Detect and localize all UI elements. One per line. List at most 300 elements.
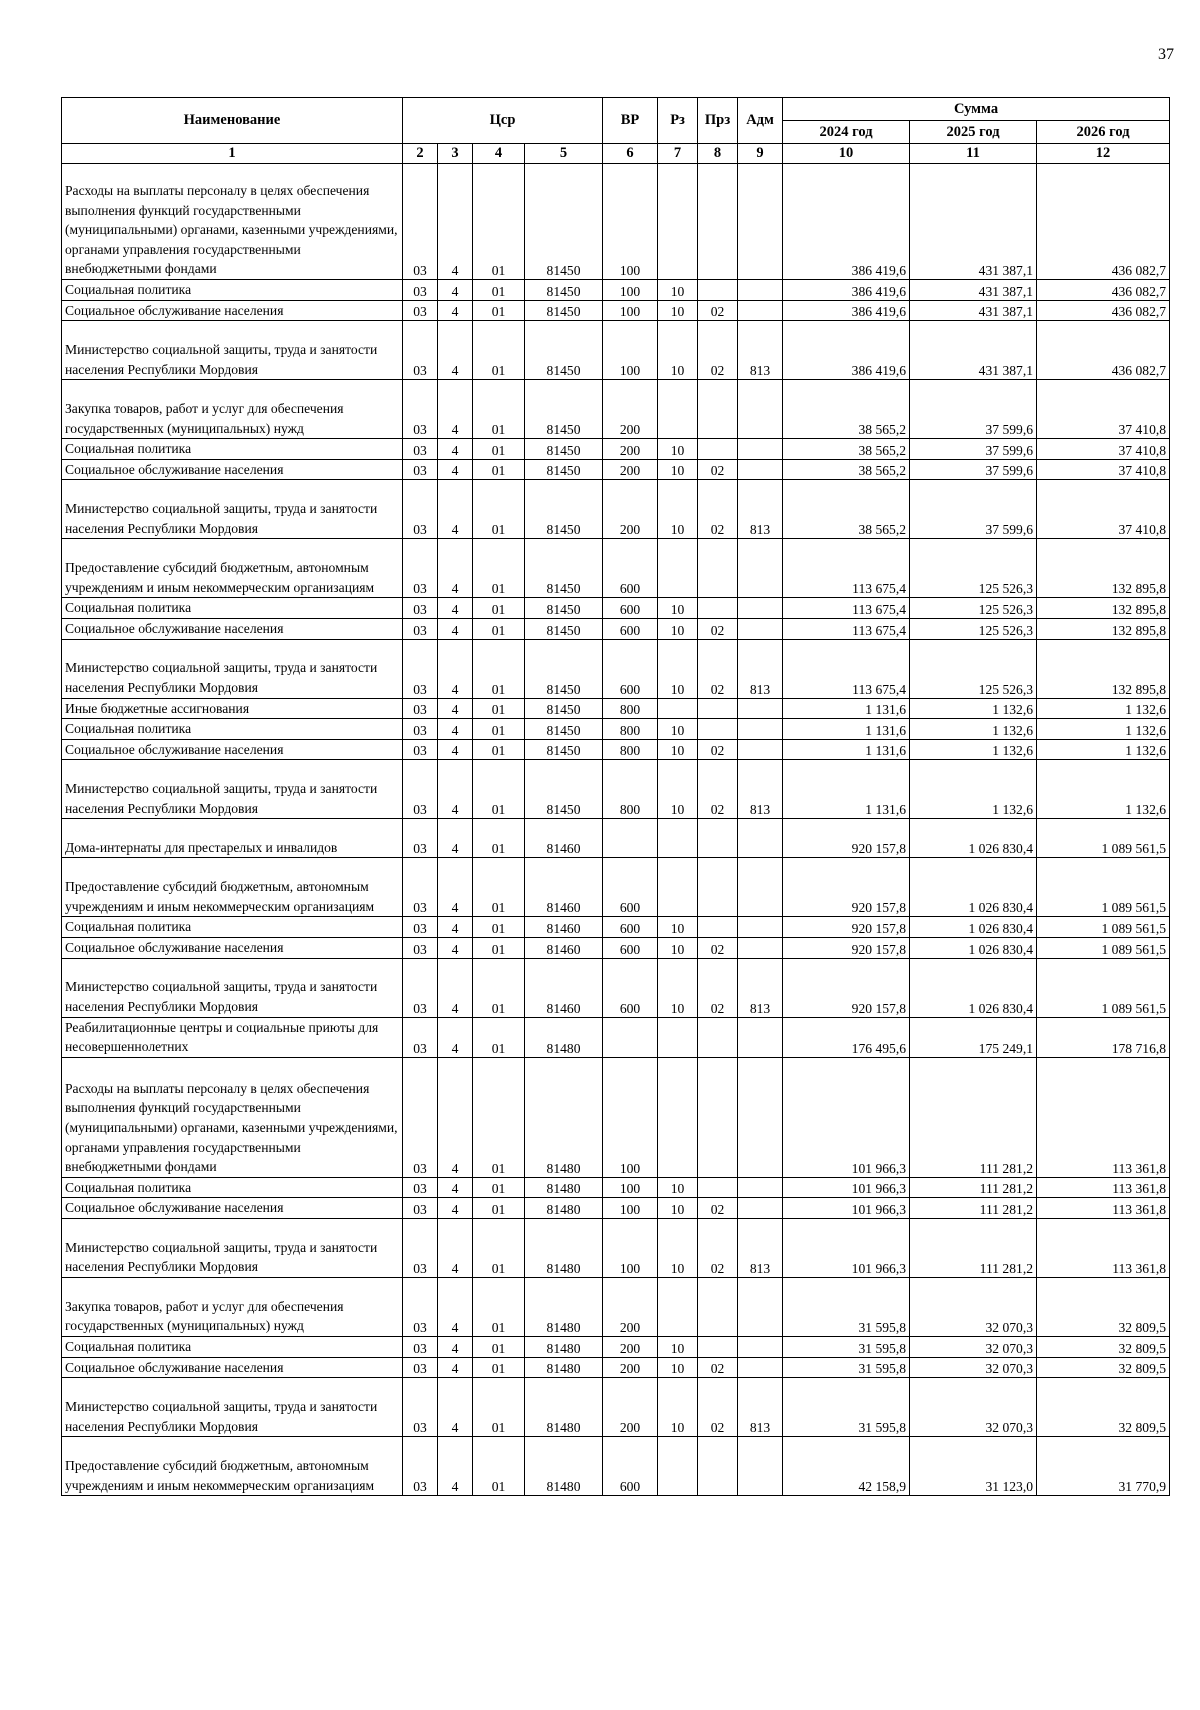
code-vr: 600 xyxy=(603,958,658,1017)
code-4: 01 xyxy=(473,1277,525,1336)
code-3: 4 xyxy=(438,1057,473,1177)
code-rz xyxy=(658,539,698,598)
code-2: 03 xyxy=(403,858,438,917)
table-row xyxy=(62,719,1170,740)
code-rz xyxy=(658,1017,698,1057)
code-2: 03 xyxy=(403,380,438,439)
page-number: 37 xyxy=(1158,46,1174,63)
code-vr: 200 xyxy=(603,380,658,439)
table-row xyxy=(62,1057,1170,1177)
code-rz: 10 xyxy=(658,760,698,819)
table-row xyxy=(62,480,1170,539)
code-2: 03 xyxy=(403,760,438,819)
sum-2026: 436 082,7 xyxy=(1037,280,1170,301)
code-5: 81450 xyxy=(525,760,603,819)
sum-2026: 113 361,8 xyxy=(1037,1198,1170,1219)
code-adm xyxy=(738,1057,783,1177)
code-2: 03 xyxy=(403,917,438,938)
code-5: 81460 xyxy=(525,937,603,958)
table-row xyxy=(62,539,1170,598)
sum-2026: 178 716,8 xyxy=(1037,1017,1170,1057)
code-vr: 100 xyxy=(603,164,658,280)
table-row xyxy=(62,937,1170,958)
sum-2024: 101 966,3 xyxy=(783,1218,910,1277)
code-4: 01 xyxy=(473,1218,525,1277)
sum-2025: 125 526,3 xyxy=(910,598,1037,619)
code-vr: 100 xyxy=(603,1057,658,1177)
sum-2024: 1 131,6 xyxy=(783,739,910,760)
code-3: 4 xyxy=(438,719,473,740)
header-prz: Прз xyxy=(698,98,738,144)
code-4: 01 xyxy=(473,1198,525,1219)
sum-2024: 920 157,8 xyxy=(783,858,910,917)
code-2: 03 xyxy=(403,1336,438,1357)
table-row xyxy=(62,380,1170,439)
code-prz xyxy=(698,858,738,917)
code-3: 4 xyxy=(438,321,473,380)
code-4: 01 xyxy=(473,539,525,598)
row-name: Расходы на выплаты персоналу в целях обеспечения выполнения функций государственными (муниципальными) органами, казенными учреждениями, органами управления государственными внебюджетными фондами xyxy=(62,1057,403,1177)
sum-2026: 32 809,5 xyxy=(1037,1357,1170,1378)
sum-2026: 132 895,8 xyxy=(1037,539,1170,598)
code-5: 81450 xyxy=(525,321,603,380)
code-4: 01 xyxy=(473,280,525,301)
code-adm xyxy=(738,739,783,760)
row-name: Социальное обслуживание населения xyxy=(62,739,403,760)
code-prz: 02 xyxy=(698,1378,738,1437)
code-rz: 10 xyxy=(658,1198,698,1219)
sum-2024: 386 419,6 xyxy=(783,300,910,321)
code-3: 4 xyxy=(438,300,473,321)
code-3: 4 xyxy=(438,1177,473,1198)
code-2: 03 xyxy=(403,1198,438,1219)
table-row xyxy=(62,1177,1170,1198)
code-prz xyxy=(698,280,738,301)
code-vr: 800 xyxy=(603,698,658,719)
code-vr: 200 xyxy=(603,1378,658,1437)
row-name: Закупка товаров, работ и услуг для обеспечения государственных (муниципальных) нужд xyxy=(62,1277,403,1336)
sum-2026: 37 410,8 xyxy=(1037,480,1170,539)
sum-2025: 1 026 830,4 xyxy=(910,917,1037,938)
sum-2024: 101 966,3 xyxy=(783,1057,910,1177)
code-rz: 10 xyxy=(658,1177,698,1198)
row-name: Министерство социальной защиты, труда и занятости населения Республики Мордовия xyxy=(62,321,403,380)
code-prz xyxy=(698,539,738,598)
code-3: 4 xyxy=(438,1017,473,1057)
code-5: 81480 xyxy=(525,1218,603,1277)
code-3: 4 xyxy=(438,459,473,480)
code-5: 81450 xyxy=(525,539,603,598)
sum-2025: 1 026 830,4 xyxy=(910,819,1037,858)
code-prz xyxy=(698,1177,738,1198)
sum-2024: 920 157,8 xyxy=(783,917,910,938)
code-prz: 02 xyxy=(698,1198,738,1219)
code-4: 01 xyxy=(473,321,525,380)
code-2: 03 xyxy=(403,1177,438,1198)
header-year: 2025 год xyxy=(910,121,1037,144)
code-rz xyxy=(658,1277,698,1336)
sum-2026: 37 410,8 xyxy=(1037,439,1170,460)
code-2: 03 xyxy=(403,539,438,598)
code-prz xyxy=(698,439,738,460)
code-rz: 10 xyxy=(658,958,698,1017)
sum-2024: 113 675,4 xyxy=(783,598,910,619)
code-3: 4 xyxy=(438,937,473,958)
code-4: 01 xyxy=(473,1057,525,1177)
code-rz: 10 xyxy=(658,300,698,321)
code-rz: 10 xyxy=(658,618,698,639)
table-row xyxy=(62,439,1170,460)
row-name: Социальная политика xyxy=(62,280,403,301)
code-5: 81480 xyxy=(525,1378,603,1437)
code-vr: 600 xyxy=(603,1437,658,1496)
table-row xyxy=(62,639,1170,698)
code-5: 81450 xyxy=(525,639,603,698)
sum-2025: 1 132,6 xyxy=(910,698,1037,719)
code-prz xyxy=(698,698,738,719)
code-2: 03 xyxy=(403,321,438,380)
sum-2026: 132 895,8 xyxy=(1037,598,1170,619)
sum-2026: 1 089 561,5 xyxy=(1037,917,1170,938)
code-adm xyxy=(738,1177,783,1198)
code-5: 81450 xyxy=(525,698,603,719)
code-2: 03 xyxy=(403,1277,438,1336)
code-adm xyxy=(738,459,783,480)
sum-2024: 1 131,6 xyxy=(783,698,910,719)
code-prz xyxy=(698,917,738,938)
code-4: 01 xyxy=(473,598,525,619)
code-rz: 10 xyxy=(658,917,698,938)
code-4: 01 xyxy=(473,917,525,938)
sum-2024: 386 419,6 xyxy=(783,280,910,301)
code-prz xyxy=(698,1336,738,1357)
code-adm xyxy=(738,937,783,958)
code-adm xyxy=(738,380,783,439)
table-body xyxy=(62,164,1170,1496)
row-name: Социальная политика xyxy=(62,598,403,619)
table-row xyxy=(62,1437,1170,1496)
column-number: 8 xyxy=(698,144,738,164)
code-rz: 10 xyxy=(658,280,698,301)
row-name: Социальное обслуживание населения xyxy=(62,459,403,480)
code-rz: 10 xyxy=(658,719,698,740)
code-rz: 10 xyxy=(658,1336,698,1357)
code-4: 01 xyxy=(473,698,525,719)
code-adm xyxy=(738,858,783,917)
sum-2026: 1 089 561,5 xyxy=(1037,858,1170,917)
code-rz xyxy=(658,380,698,439)
table-row xyxy=(62,598,1170,619)
code-4: 01 xyxy=(473,858,525,917)
code-rz: 10 xyxy=(658,480,698,539)
code-2: 03 xyxy=(403,300,438,321)
column-number: 2 xyxy=(403,144,438,164)
row-name: Министерство социальной защиты, труда и занятости населения Республики Мордовия xyxy=(62,639,403,698)
sum-2025: 125 526,3 xyxy=(910,618,1037,639)
sum-2024: 31 595,8 xyxy=(783,1378,910,1437)
sum-2026: 113 361,8 xyxy=(1037,1177,1170,1198)
column-number: 1 xyxy=(62,144,403,164)
sum-2024: 386 419,6 xyxy=(783,321,910,380)
code-vr: 100 xyxy=(603,1198,658,1219)
table-row xyxy=(62,858,1170,917)
code-5: 81450 xyxy=(525,480,603,539)
code-prz: 02 xyxy=(698,760,738,819)
code-5: 81450 xyxy=(525,739,603,760)
header-sum: Сумма xyxy=(783,98,1170,121)
code-vr: 600 xyxy=(603,618,658,639)
table-row xyxy=(62,739,1170,760)
header-vr: ВР xyxy=(603,98,658,144)
budget-table xyxy=(61,97,1170,1496)
sum-2024: 113 675,4 xyxy=(783,639,910,698)
column-number: 4 xyxy=(473,144,525,164)
sum-2026: 1 132,6 xyxy=(1037,698,1170,719)
row-name: Закупка товаров, работ и услуг для обеспечения государственных (муниципальных) нужд xyxy=(62,380,403,439)
code-4: 01 xyxy=(473,1177,525,1198)
code-vr: 100 xyxy=(603,321,658,380)
row-name: Иные бюджетные ассигнования xyxy=(62,698,403,719)
table-row xyxy=(62,164,1170,280)
column-number: 10 xyxy=(783,144,910,164)
code-3: 4 xyxy=(438,439,473,460)
code-4: 01 xyxy=(473,459,525,480)
code-prz: 02 xyxy=(698,459,738,480)
code-2: 03 xyxy=(403,164,438,280)
code-2: 03 xyxy=(403,719,438,740)
code-5: 81450 xyxy=(525,598,603,619)
code-2: 03 xyxy=(403,598,438,619)
code-3: 4 xyxy=(438,698,473,719)
code-2: 03 xyxy=(403,698,438,719)
code-4: 01 xyxy=(473,937,525,958)
code-2: 03 xyxy=(403,1378,438,1437)
sum-2025: 1 132,6 xyxy=(910,739,1037,760)
code-vr: 200 xyxy=(603,1277,658,1336)
sum-2025: 1 026 830,4 xyxy=(910,937,1037,958)
sum-2026: 132 895,8 xyxy=(1037,618,1170,639)
code-5: 81460 xyxy=(525,858,603,917)
code-vr: 100 xyxy=(603,1177,658,1198)
code-5: 81480 xyxy=(525,1336,603,1357)
code-3: 4 xyxy=(438,539,473,598)
code-prz: 02 xyxy=(698,321,738,380)
sum-2026: 1 089 561,5 xyxy=(1037,958,1170,1017)
sum-2024: 42 158,9 xyxy=(783,1437,910,1496)
code-adm xyxy=(738,300,783,321)
table-row xyxy=(62,459,1170,480)
code-3: 4 xyxy=(438,1378,473,1437)
code-2: 03 xyxy=(403,1017,438,1057)
row-name: Расходы на выплаты персоналу в целях обеспечения выполнения функций государственными (муниципальными) органами, казенными учреждениями, органами управления государственными внебюджетными фондами xyxy=(62,164,403,280)
code-4: 01 xyxy=(473,164,525,280)
code-5: 81480 xyxy=(525,1057,603,1177)
code-5: 81450 xyxy=(525,164,603,280)
code-vr: 800 xyxy=(603,719,658,740)
code-adm: 813 xyxy=(738,1378,783,1437)
code-3: 4 xyxy=(438,618,473,639)
sum-2025: 32 070,3 xyxy=(910,1357,1037,1378)
code-3: 4 xyxy=(438,1277,473,1336)
sum-2026: 1 089 561,5 xyxy=(1037,937,1170,958)
code-rz: 10 xyxy=(658,321,698,380)
table-row xyxy=(62,321,1170,380)
sum-2025: 125 526,3 xyxy=(910,539,1037,598)
code-adm xyxy=(738,719,783,740)
code-prz xyxy=(698,1057,738,1177)
sum-2024: 38 565,2 xyxy=(783,480,910,539)
code-5: 81450 xyxy=(525,618,603,639)
sum-2026: 132 895,8 xyxy=(1037,639,1170,698)
code-3: 4 xyxy=(438,380,473,439)
code-vr: 100 xyxy=(603,280,658,301)
code-adm xyxy=(738,164,783,280)
code-prz xyxy=(698,1277,738,1336)
code-4: 01 xyxy=(473,618,525,639)
code-2: 03 xyxy=(403,1357,438,1378)
row-name: Социальная политика xyxy=(62,439,403,460)
code-rz: 10 xyxy=(658,439,698,460)
code-3: 4 xyxy=(438,1218,473,1277)
code-adm xyxy=(738,439,783,460)
code-prz: 02 xyxy=(698,618,738,639)
code-adm xyxy=(738,598,783,619)
code-3: 4 xyxy=(438,480,473,539)
sum-2024: 38 565,2 xyxy=(783,439,910,460)
row-name: Социальная политика xyxy=(62,1177,403,1198)
code-vr: 600 xyxy=(603,858,658,917)
row-name: Дома-интернаты для престарелых и инвалидов xyxy=(62,819,403,858)
code-rz: 10 xyxy=(658,1378,698,1437)
sum-2025: 37 599,6 xyxy=(910,459,1037,480)
code-2: 03 xyxy=(403,639,438,698)
code-2: 03 xyxy=(403,618,438,639)
code-prz xyxy=(698,598,738,619)
code-3: 4 xyxy=(438,1437,473,1496)
sum-2024: 38 565,2 xyxy=(783,459,910,480)
code-vr: 100 xyxy=(603,1218,658,1277)
code-rz xyxy=(658,1057,698,1177)
code-adm xyxy=(738,1277,783,1336)
table-row xyxy=(62,618,1170,639)
header-name: Наименование xyxy=(62,98,403,144)
table-row xyxy=(62,300,1170,321)
sum-2026: 436 082,7 xyxy=(1037,300,1170,321)
table-row xyxy=(62,1277,1170,1336)
code-5: 81480 xyxy=(525,1198,603,1219)
sum-2025: 111 281,2 xyxy=(910,1057,1037,1177)
code-4: 01 xyxy=(473,1336,525,1357)
sum-2024: 1 131,6 xyxy=(783,760,910,819)
code-4: 01 xyxy=(473,480,525,539)
sum-2025: 37 599,6 xyxy=(910,380,1037,439)
code-3: 4 xyxy=(438,1336,473,1357)
code-adm xyxy=(738,618,783,639)
code-adm: 813 xyxy=(738,958,783,1017)
table-row xyxy=(62,1017,1170,1057)
code-vr: 600 xyxy=(603,917,658,938)
header-rz: Рз xyxy=(658,98,698,144)
code-adm xyxy=(738,280,783,301)
code-prz xyxy=(698,819,738,858)
code-adm xyxy=(738,1017,783,1057)
sum-2024: 113 675,4 xyxy=(783,618,910,639)
sum-2026: 1 132,6 xyxy=(1037,719,1170,740)
sum-2025: 32 070,3 xyxy=(910,1277,1037,1336)
row-name: Социальное обслуживание населения xyxy=(62,937,403,958)
code-prz xyxy=(698,164,738,280)
column-number: 12 xyxy=(1037,144,1170,164)
code-prz xyxy=(698,1437,738,1496)
code-vr: 200 xyxy=(603,459,658,480)
code-5: 81460 xyxy=(525,819,603,858)
code-4: 01 xyxy=(473,1357,525,1378)
code-vr: 600 xyxy=(603,598,658,619)
sum-2026: 436 082,7 xyxy=(1037,321,1170,380)
code-4: 01 xyxy=(473,439,525,460)
table-row xyxy=(62,1378,1170,1437)
code-rz xyxy=(658,858,698,917)
code-vr xyxy=(603,819,658,858)
row-name: Министерство социальной защиты, труда и занятости населения Республики Мордовия xyxy=(62,958,403,1017)
code-adm: 813 xyxy=(738,1218,783,1277)
sum-2025: 431 387,1 xyxy=(910,321,1037,380)
code-adm: 813 xyxy=(738,480,783,539)
code-prz: 02 xyxy=(698,639,738,698)
sum-2025: 111 281,2 xyxy=(910,1218,1037,1277)
code-prz: 02 xyxy=(698,480,738,539)
code-rz xyxy=(658,164,698,280)
header-year: 2024 год xyxy=(783,121,910,144)
code-2: 03 xyxy=(403,459,438,480)
table-row xyxy=(62,819,1170,858)
code-rz xyxy=(658,1437,698,1496)
sum-2025: 37 599,6 xyxy=(910,480,1037,539)
column-number: 3 xyxy=(438,144,473,164)
code-3: 4 xyxy=(438,858,473,917)
code-prz: 02 xyxy=(698,1218,738,1277)
column-number: 6 xyxy=(603,144,658,164)
code-3: 4 xyxy=(438,164,473,280)
code-vr: 200 xyxy=(603,1357,658,1378)
table-row xyxy=(62,760,1170,819)
row-name: Социальное обслуживание населения xyxy=(62,1198,403,1219)
code-3: 4 xyxy=(438,598,473,619)
code-2: 03 xyxy=(403,819,438,858)
code-adm xyxy=(738,539,783,598)
code-2: 03 xyxy=(403,1437,438,1496)
code-5: 81460 xyxy=(525,958,603,1017)
code-prz: 02 xyxy=(698,958,738,1017)
code-5: 81450 xyxy=(525,300,603,321)
code-rz: 10 xyxy=(658,459,698,480)
table-row xyxy=(62,1336,1170,1357)
code-adm xyxy=(738,1198,783,1219)
sum-2025: 111 281,2 xyxy=(910,1198,1037,1219)
code-adm: 813 xyxy=(738,639,783,698)
sum-2025: 31 123,0 xyxy=(910,1437,1037,1496)
sum-2024: 31 595,8 xyxy=(783,1277,910,1336)
sum-2025: 1 132,6 xyxy=(910,760,1037,819)
code-rz xyxy=(658,819,698,858)
sum-2026: 32 809,5 xyxy=(1037,1378,1170,1437)
row-name: Министерство социальной защиты, труда и занятости населения Республики Мордовия xyxy=(62,760,403,819)
code-4: 01 xyxy=(473,639,525,698)
code-5: 81450 xyxy=(525,459,603,480)
code-5: 81480 xyxy=(525,1017,603,1057)
code-adm: 813 xyxy=(738,760,783,819)
code-rz: 10 xyxy=(658,1218,698,1277)
